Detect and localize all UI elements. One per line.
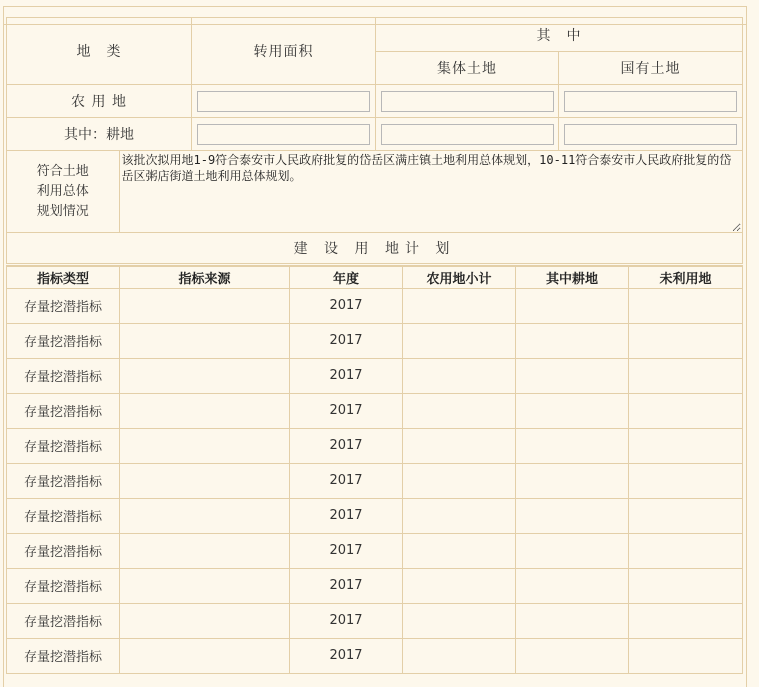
cell-index-source: [120, 463, 290, 498]
table-row: [7, 463, 743, 498]
cell-cultivated: [516, 498, 629, 533]
cell-index-type: 存量挖潜指标: [7, 638, 120, 673]
land-use-table: [6, 17, 743, 264]
cell-farmland-subtotal: [403, 498, 516, 533]
cell-farmland-subtotal: [403, 358, 516, 393]
cell-index-type: 存量挖潜指标: [7, 323, 120, 358]
construction-plan-title: 建 设 用 地计 划: [7, 233, 743, 264]
cell-index-type: 存量挖潜指标: [7, 568, 120, 603]
column-header-index-type: 指标类型: [7, 266, 120, 288]
cell-index-type: 存量挖潜指标: [7, 463, 120, 498]
header-state-land: 国有土地: [559, 52, 743, 85]
cultivated-state-input[interactable]: [564, 124, 737, 145]
cell-cultivated: [516, 323, 629, 358]
cell-index-source: [120, 323, 290, 358]
farmland-convert-area-input[interactable]: [197, 91, 370, 112]
cell-cultivated: [516, 568, 629, 603]
cell-cultivated: [516, 393, 629, 428]
cell-index-source: [120, 603, 290, 638]
cell-year: 2017: [290, 428, 403, 463]
table-row: [7, 568, 743, 603]
cell-year: 2017: [290, 463, 403, 498]
cell-year: 2017: [290, 323, 403, 358]
cell-unused-land: [629, 393, 743, 428]
table-row: [7, 603, 743, 638]
cell-unused-land: [629, 358, 743, 393]
row-label-farmland: 农 用 地: [7, 85, 192, 118]
header-collective-land: 集体土地: [376, 52, 559, 85]
cell-index-type: 存量挖潜指标: [7, 603, 120, 638]
cell-unused-land: [629, 533, 743, 568]
column-header-index-source: 指标来源: [120, 266, 290, 288]
plan-compliance-textarea[interactable]: [120, 151, 742, 232]
cell-year: 2017: [290, 288, 403, 323]
cell-index-source: [120, 638, 290, 673]
table-row: [7, 638, 743, 673]
cell-cultivated: [516, 288, 629, 323]
column-header-farmland-subtotal: 农用地小计: [403, 266, 516, 288]
cell-index-source: [120, 498, 290, 533]
cell-farmland-subtotal: [403, 463, 516, 498]
cell-index-type: 存量挖潜指标: [7, 498, 120, 533]
cell-farmland-subtotal: [403, 638, 516, 673]
table-row: [7, 358, 743, 393]
cell-index-source: [120, 568, 290, 603]
cell-index-type: 存量挖潜指标: [7, 358, 120, 393]
cultivated-collective-input[interactable]: [381, 124, 554, 145]
cultivated-convert-area-input[interactable]: [197, 124, 370, 145]
cell-index-source: [120, 428, 290, 463]
cell-unused-land: [629, 568, 743, 603]
cell-year: 2017: [290, 393, 403, 428]
header-among: 其 中: [376, 18, 743, 52]
cell-index-type: 存量挖潜指标: [7, 288, 120, 323]
cell-index-type: 存量挖潜指标: [7, 533, 120, 568]
cell-unused-land: [629, 603, 743, 638]
cell-year: 2017: [290, 533, 403, 568]
cell-cultivated: [516, 358, 629, 393]
table-row: [7, 533, 743, 568]
column-header-cultivated: 其中耕地: [516, 266, 629, 288]
cell-cultivated: [516, 463, 629, 498]
cell-cultivated: [516, 428, 629, 463]
cell-cultivated: [516, 533, 629, 568]
table-row: [7, 393, 743, 428]
cell-index-source: [120, 358, 290, 393]
row-label-cultivated: 其中：耕地: [7, 118, 192, 151]
cell-farmland-subtotal: [403, 393, 516, 428]
cell-cultivated: [516, 603, 629, 638]
cell-unused-land: [629, 498, 743, 533]
cell-index-source: [120, 288, 290, 323]
column-header-unused-land: 未利用地: [629, 266, 743, 288]
cell-unused-land: [629, 288, 743, 323]
cell-year: 2017: [290, 498, 403, 533]
cell-year: 2017: [290, 568, 403, 603]
cell-unused-land: [629, 428, 743, 463]
cell-farmland-subtotal: [403, 533, 516, 568]
cell-index-source: [120, 533, 290, 568]
cell-farmland-subtotal: [403, 603, 516, 638]
cell-index-source: [120, 393, 290, 428]
table-row: [7, 428, 743, 463]
cell-year: 2017: [290, 638, 403, 673]
cell-index-type: 存量挖潜指标: [7, 428, 120, 463]
farmland-collective-input[interactable]: [381, 91, 554, 112]
table-row: [7, 288, 743, 323]
cell-unused-land: [629, 463, 743, 498]
cell-farmland-subtotal: [403, 568, 516, 603]
cell-cultivated: [516, 638, 629, 673]
page-right-edge: [747, 0, 759, 687]
cell-farmland-subtotal: [403, 288, 516, 323]
cell-farmland-subtotal: [403, 323, 516, 358]
cell-farmland-subtotal: [403, 428, 516, 463]
cell-year: 2017: [290, 358, 403, 393]
header-land-type: 地 类: [7, 18, 192, 85]
cell-year: 2017: [290, 603, 403, 638]
table-row: [7, 498, 743, 533]
construction-plan-header-row: [7, 266, 743, 288]
header-convert-area: 转用面积: [192, 18, 376, 85]
cell-index-type: 存量挖潜指标: [7, 393, 120, 428]
plan-compliance-label: 符合土地利用总体规划情况: [36, 163, 89, 219]
cell-unused-land: [629, 323, 743, 358]
construction-plan-table: [6, 265, 743, 674]
column-header-year: 年度: [290, 266, 403, 288]
table-row: [7, 323, 743, 358]
cell-unused-land: [629, 638, 743, 673]
farmland-state-input[interactable]: [564, 91, 737, 112]
